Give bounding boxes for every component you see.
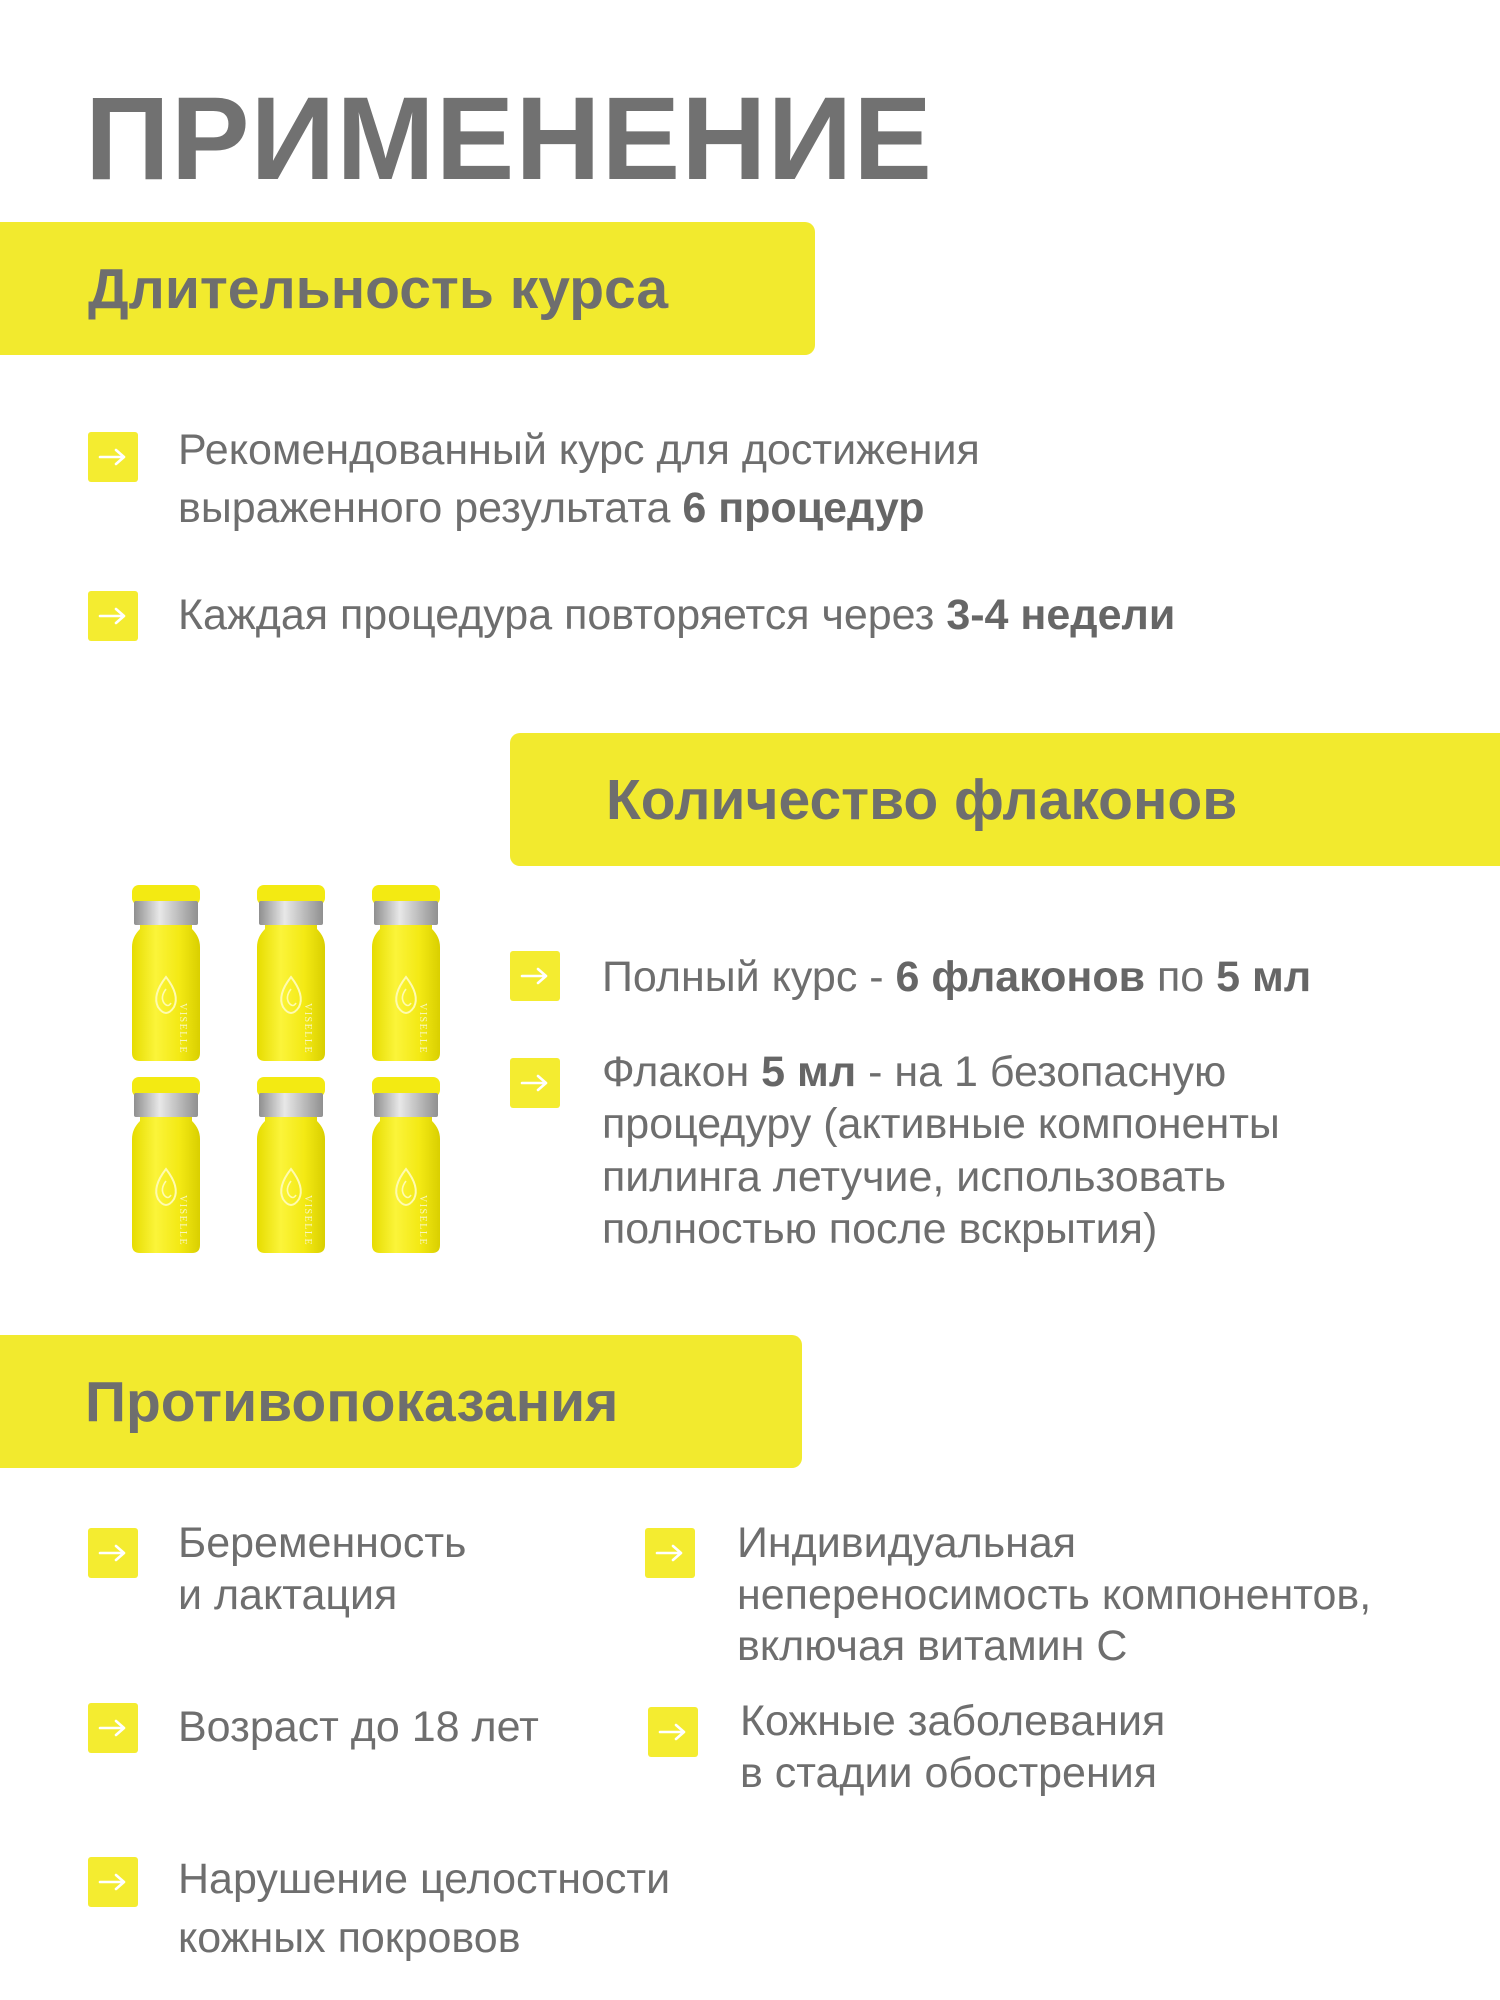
duration-item-line: выраженного результата 6 процедур (178, 484, 925, 533)
vials-item-line: Флакон 5 мл - на 1 безопасную (602, 1048, 1227, 1096)
arrow-right-icon (648, 1707, 698, 1757)
svg-text:VISELLE: VISELLE (302, 1195, 313, 1247)
contra-item-age: Возраст до 18 лет (178, 1703, 539, 1751)
arrow-right-icon (88, 591, 138, 641)
vials-item-line: полностью после вскрытия) (602, 1205, 1158, 1254)
contra-item-line: Кожные заболевания (740, 1697, 1166, 1745)
vial-bottle (255, 885, 327, 1061)
duration-banner (0, 222, 815, 355)
contra-item-integrity (178, 1850, 670, 1969)
vials-item-line: пилинга летучие, использовать (602, 1152, 1227, 1201)
vial-bottle (370, 885, 442, 1061)
contra-item-line: Беременность (178, 1519, 467, 1567)
duration-heading: Длительность курса (88, 256, 669, 321)
vials-banner (510, 733, 1500, 866)
contra-item-line: включая витамин С (737, 1622, 1128, 1671)
arrow-right-icon (88, 1703, 138, 1753)
vials-item-full-course: Полный курс - 6 флаконов по 5 мл (602, 953, 1312, 1001)
arrow-right-icon (88, 432, 138, 482)
svg-text:VISELLE: VISELLE (302, 1003, 313, 1055)
arrow-right-icon (88, 1528, 138, 1578)
contra-item-line: в стадии обострения (740, 1748, 1158, 1797)
contra-item-line: Индивидуальная (737, 1519, 1077, 1567)
svg-text:VISELLE: VISELLE (417, 1195, 428, 1247)
duration-item-course (178, 421, 980, 537)
contra-item-pregnancy (178, 1518, 466, 1621)
svg-text:VISELLE: VISELLE (417, 1003, 428, 1055)
contra-item-line: кожных покровов (178, 1914, 521, 1963)
contra-item-line: и лактация (178, 1570, 398, 1619)
vial-bottle (130, 1077, 202, 1253)
vials-heading: Количество флаконов (606, 767, 1238, 832)
vial-bottle (370, 1077, 442, 1253)
duration-item-line: Рекомендованный курс для достижения (178, 426, 980, 474)
arrow-right-icon (510, 1058, 560, 1108)
contra-banner (0, 1335, 802, 1468)
vials-item-single (602, 1046, 1280, 1256)
arrow-right-icon (88, 1857, 138, 1907)
page-title: ПРИМЕНЕНИЕ (85, 73, 933, 205)
svg-text:VISELLE: VISELLE (177, 1195, 188, 1247)
vials-image (130, 885, 460, 1255)
contra-item-skin-diseases (740, 1696, 1165, 1799)
contra-item-line: непереносимость компонентов, (737, 1570, 1372, 1619)
contra-item-line: Нарушение целостности (178, 1855, 671, 1903)
arrow-right-icon (510, 951, 560, 1001)
vial-bottle (130, 885, 202, 1061)
arrow-right-icon (645, 1528, 695, 1578)
contra-item-intolerance (737, 1518, 1371, 1673)
duration-item-interval: Каждая процедура повторяется через 3-4 недели (178, 591, 1176, 639)
contra-heading: Противопоказания (85, 1369, 619, 1434)
svg-text:VISELLE: VISELLE (177, 1003, 188, 1055)
vial-bottle (255, 1077, 327, 1253)
vials-item-line: процедуру (активные компоненты (602, 1100, 1280, 1149)
